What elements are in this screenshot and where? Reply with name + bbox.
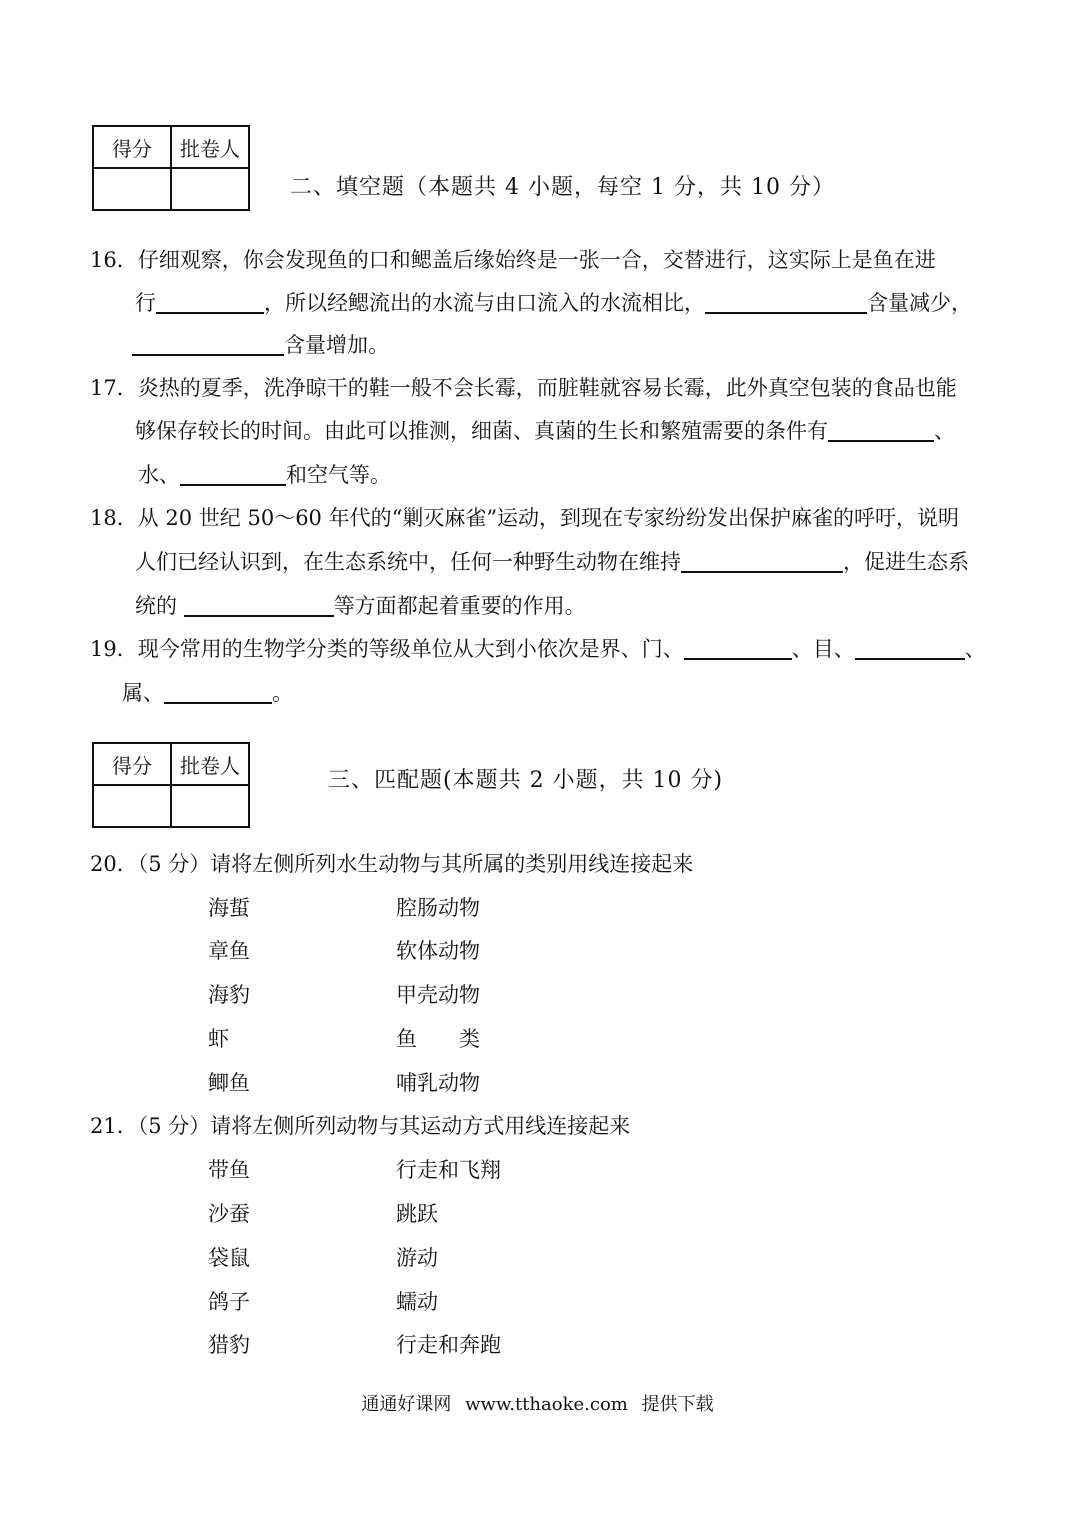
q17-line2 xyxy=(135,416,955,446)
grader-cell[interactable] xyxy=(171,785,249,827)
q19-blank-3[interactable] xyxy=(164,680,272,704)
section2-title: 二、填空题（本题共 4 小题，每空 1 分，共 10 分） xyxy=(290,175,835,200)
q16-line2 xyxy=(135,288,972,318)
q18-blank-1[interactable] xyxy=(681,549,843,573)
q20-left-item: 章鱼 xyxy=(208,939,250,963)
score-header: 得分 xyxy=(93,743,171,785)
q16-line3 xyxy=(132,330,389,360)
q19-text: 属、 xyxy=(122,681,164,705)
footer-url[interactable]: www.tthaoke.com xyxy=(465,1394,628,1415)
footer-site-name: 通通好课网 xyxy=(361,1394,452,1415)
q21-right-item: 行走和奔跑 xyxy=(396,1333,501,1357)
q16-blank-2[interactable] xyxy=(705,290,867,314)
q16-text: 行 xyxy=(135,291,156,315)
q21-right-item: 行走和飞翔 xyxy=(396,1158,501,1182)
q20-right-item: 哺乳动物 xyxy=(396,1071,480,1095)
score-header: 得分 xyxy=(93,126,171,168)
q20-right-item: 软体动物 xyxy=(396,939,480,963)
q16-text: 含量减少， xyxy=(867,291,972,315)
q17-text: 够保存较长的时间。由此可以推测，细菌、真菌的生长和繁殖需要的条件有 xyxy=(135,419,828,443)
q18-text: ，促进生态系 xyxy=(843,550,969,574)
q16-text: ，所以经鳃流出的水流与由口流入的水流相比， xyxy=(264,291,705,315)
q17-text: 、 xyxy=(934,419,955,443)
section3-title: 三、匹配题(本题共 2 小题，共 10 分) xyxy=(328,768,724,793)
q18-blank-2[interactable] xyxy=(184,593,334,617)
q19-text: 、 xyxy=(964,637,986,661)
q16-text: 含量增加。 xyxy=(284,333,389,357)
q18-text: 等方面都起着重要的作用。 xyxy=(333,594,586,618)
q17-text: 水、 xyxy=(138,463,180,487)
q21-left-item: 沙蚕 xyxy=(208,1202,250,1226)
q21-left-item: 猎豹 xyxy=(208,1333,250,1357)
q19-blank-2[interactable] xyxy=(855,636,965,660)
q19-line1 xyxy=(90,634,986,664)
q20-left-item: 海豹 xyxy=(208,983,250,1007)
q16-blank-1[interactable] xyxy=(156,290,264,314)
q19-line2 xyxy=(122,678,293,708)
page-footer xyxy=(0,1390,1075,1416)
q20-left-item: 海蜇 xyxy=(208,896,250,920)
q18-text: 人们已经认识到，在生态系统中，任何一种野生动物在维持 xyxy=(135,550,681,574)
q16-blank-3[interactable] xyxy=(132,332,284,356)
footer-suffix: 提供下载 xyxy=(641,1394,714,1415)
q21-left-item: 鸽子 xyxy=(208,1290,250,1314)
q20-left-item: 虾 xyxy=(208,1027,229,1051)
q19-blank-1[interactable] xyxy=(684,636,792,660)
q21-right-item: 跳跃 xyxy=(396,1202,438,1226)
q21-right-item: 蠕动 xyxy=(396,1290,438,1314)
q19-text: 19．现今常用的生物学分类的等级单位从大到小依次是界、门、 xyxy=(90,637,684,661)
q21-stem: 21．（5 分）请将左侧所列动物与其运动方式用线连接起来 xyxy=(90,1114,631,1138)
q19-text: 、目、 xyxy=(791,637,855,661)
q17-line1: 17．炎热的夏季，洗净晾干的鞋一般不会长霉，而脏鞋就容易长霉，此外真空包装的食品也能 xyxy=(90,376,957,400)
grader-header: 批卷人 xyxy=(171,743,249,785)
q21-right-item: 游动 xyxy=(396,1246,438,1270)
score-cell[interactable] xyxy=(93,168,171,210)
q20-right-item: 甲壳动物 xyxy=(396,983,480,1007)
q18-line3 xyxy=(135,591,586,621)
q21-left-item: 带鱼 xyxy=(208,1158,250,1182)
q17-blank-1[interactable] xyxy=(828,418,934,442)
q17-blank-2[interactable] xyxy=(180,462,286,486)
q18-text: 统的 xyxy=(135,594,177,618)
q16-line1: 16．仔细观察，你会发现鱼的口和鳃盖后缘始终是一张一合，交替进行，这实际上是鱼在进 xyxy=(90,248,936,272)
grader-header: 批卷人 xyxy=(171,126,249,168)
q17-line3 xyxy=(138,460,391,490)
q20-left-item: 鲫鱼 xyxy=(208,1071,250,1095)
q20-right-item: 腔肠动物 xyxy=(396,896,480,920)
q20-stem: 20．（5 分）请将左侧所列水生动物与其所属的类别用线连接起来 xyxy=(90,852,694,876)
score-cell[interactable] xyxy=(93,785,171,827)
q21-left-item: 袋鼠 xyxy=(208,1246,250,1270)
grader-cell[interactable] xyxy=(171,168,249,210)
score-table-section3 xyxy=(92,742,250,828)
score-table-section2 xyxy=(92,125,250,211)
q17-text: 和空气等。 xyxy=(286,463,391,487)
q19-text: 。 xyxy=(272,681,293,705)
q18-line1: 18．从 20 世纪 50～60 年代的“剿灭麻雀”运动，到现在专家纷纷发出保护麻雀的呼吁，说明 xyxy=(90,506,960,530)
q18-line2 xyxy=(135,547,969,577)
q20-right-item: 鱼 类 xyxy=(396,1027,480,1051)
